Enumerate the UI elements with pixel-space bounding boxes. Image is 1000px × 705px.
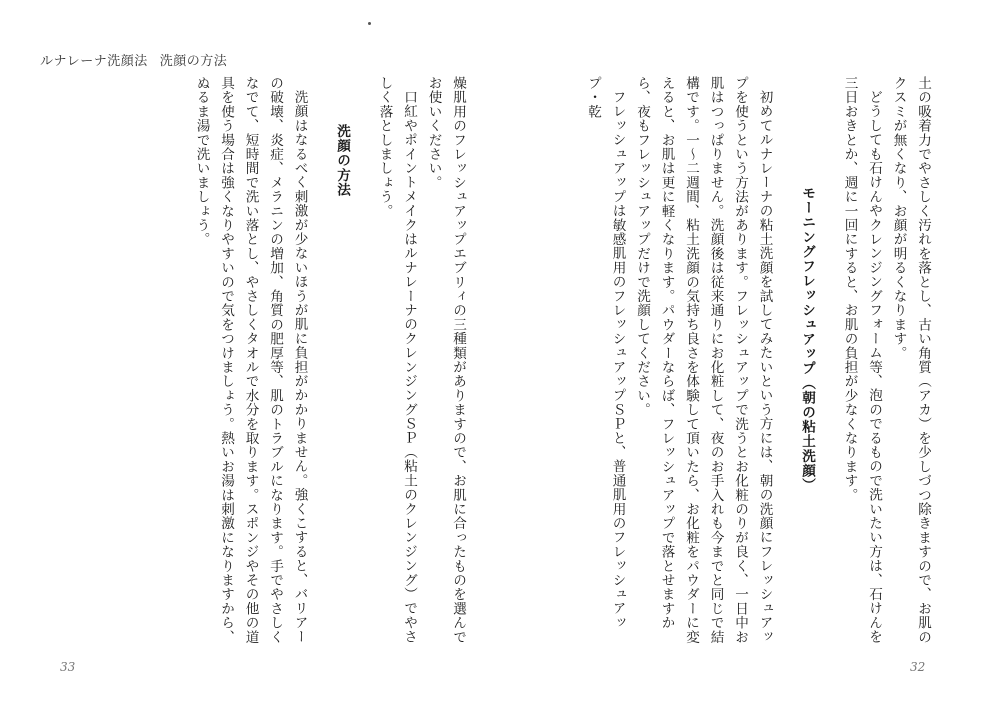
section-heading: 洗顔の方法 bbox=[334, 124, 350, 197]
body-paragraph: 口紅やポイントメイクはルナレーナのクレンジングＳＰ（粘土のクレンジング）でやさしく落としましょう。 bbox=[376, 76, 417, 644]
book-title: ルナレーナ洗顔法 bbox=[40, 54, 148, 69]
page-number-right: 32 bbox=[910, 660, 926, 674]
body-paragraph: 初めてルナレーナの粘土洗顔を試してみたいという方には、朝の洗顔にフレッシュアップを使うという方法があります。フレッシュアップで洗うとお化粧のりが良く、一日中お肌はつっぱりません。洗顔後は従来通りにお化粧して、夜のお手入れも今までと同じで結構です。一〜二週間、粘土洗顔の気持ち良さを体験して頂いたら、お化粧をパウダーに変えると、お肌は更に軽くなります。パウダーならば、フレッシュアップで落とせますから、夜もフレッシュアップだけで洗顔してください。 bbox=[634, 76, 773, 644]
body-paragraph: フレッシュアップは敏感肌用のフレッシュアップＳＰと、普通肌用のフレッシュアップ・乾 bbox=[585, 76, 626, 630]
page-number-left: 33 bbox=[60, 660, 76, 674]
body-paragraph: 洗顔はなるべく刺激が少ないほうが肌に負担がかかりません。強くこすると、バリアーの破壊、炎症、メラニンの増加、角質の肥厚等、肌のトラブルになります。手でやさしくなでて、短時間で洗い落とし、やさしくタオルで水分を取ります。スポンジやその他の道具を使う場合は強くなりやすいので気をつけましょう。熱いお湯は刺激になりますから、ぬるま湯で洗いましょう。 bbox=[193, 76, 308, 644]
running-header bbox=[40, 50, 227, 69]
section-heading: モーニングフレッシュアップ（朝の粘土洗顔） bbox=[799, 186, 815, 493]
section-title: 洗顔の方法 bbox=[159, 54, 228, 69]
scan-speck bbox=[368, 22, 371, 25]
right-page bbox=[500, 76, 935, 656]
left-page bbox=[193, 76, 470, 656]
body-paragraph: 土の吸着力でやさしく汚れを落とし、古い角質（アカ）を少しづつ除きますので、お肌のクスミが無くなり、お顔が明るくなります。 bbox=[890, 76, 931, 644]
body-paragraph: 燥肌用のフレッシュアップエブリィの三種類がありますので、お肌に合ったものを選んでお使いください。 bbox=[425, 76, 466, 644]
body-paragraph: どうしても石けんやクレンジングフォーム等、泡のでるもので洗いたい方は、石けんを三日おきとか、週に一回にすると、お肌の負担が少なくなります。 bbox=[841, 76, 882, 644]
